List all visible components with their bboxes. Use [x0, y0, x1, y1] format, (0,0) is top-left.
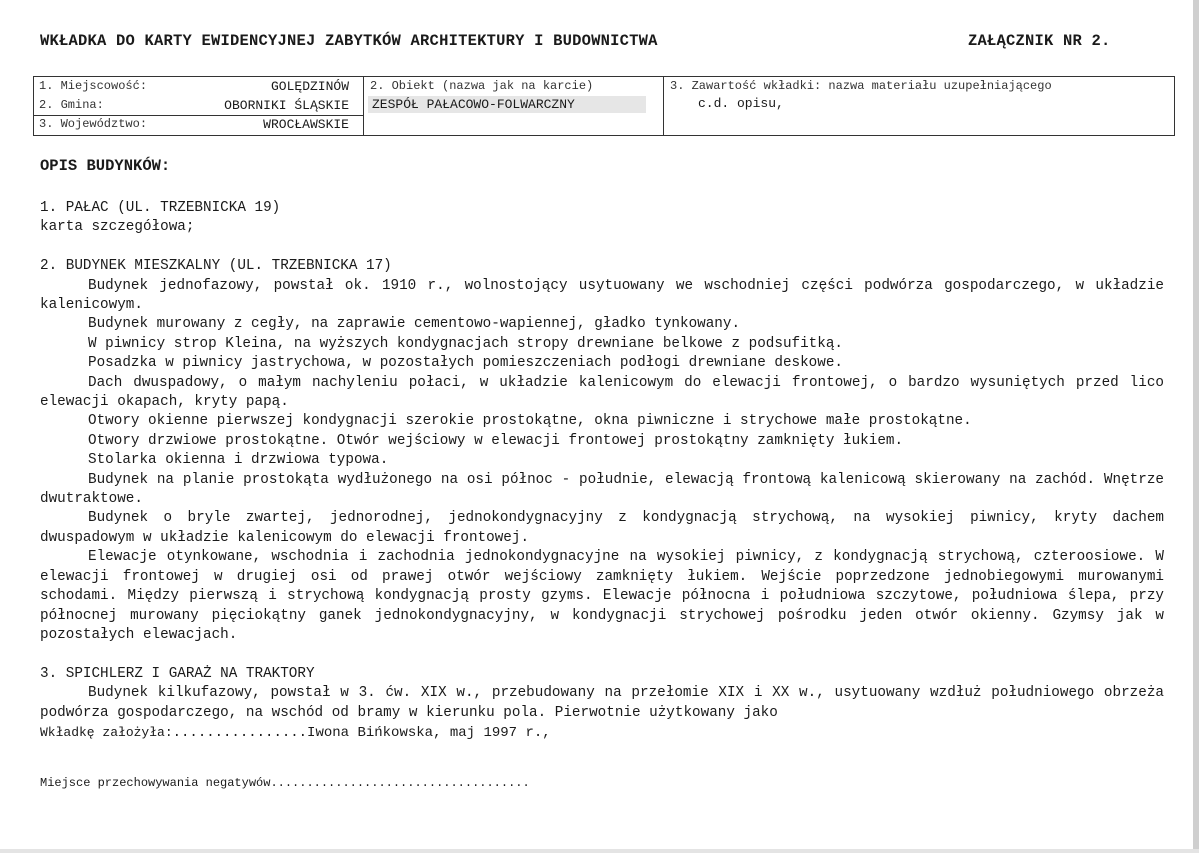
author-label: Wkładkę założyła: [40, 724, 173, 740]
paragraph: W piwnicy strop Kleina, na wyższych kondygnacjach stropy drewniane belkowe z podsufitką. [88, 335, 843, 352]
building-1 [40, 199, 1164, 238]
paragraph: Otwory okienne pierwszej kondygnacji szerokie prostokątne, okna piwniczne i strychowe małe prostokątne. [88, 413, 972, 430]
section-title: OPIS BUDYNKÓW: [40, 157, 171, 175]
paragraph: Budynek murowany z cegły, na zaprawie cementowo-wapiennej, gładko tynkowany. [88, 316, 741, 333]
voivodeship-value: WROCŁAWSKIE [263, 117, 349, 132]
author-value: Iwona Bińkowska, maj 1997 r., [307, 724, 551, 741]
voivodeship-row [34, 115, 363, 134]
building-3 [40, 665, 1164, 723]
paragraph: Elewacje otynkowane, wschodnia i zachodnia jednokondygnacyjne na wysokiej piwnicy, z kondygnacją strychową, czteroosiowe. W elewacji frontowej w drugiej osi od prawej otwór wejściowy zamknięty łukiem. Wejście poprzedzone jednobiegowymi murowanymi schodami. Między pierwszą i strychową kondygnacją prosty gzyms. Elewacje północna i południowa szczytowe, południowa ślepa, przy północnej murowany pięciokątny ganek jednokondygnacyjny, w kondygnacji strychowej pośrodku jeden otwór okienny. Gzymsy jak w pozostałych elewacjach. [40, 549, 1164, 643]
object-label: 2. Obiekt (nazwa jak na karcie) [370, 79, 594, 93]
commune-value: OBORNIKI ŚLĄSKIE [224, 98, 349, 113]
locality-row [34, 77, 363, 96]
building-heading: 2. BUDYNEK MIESZKALNY (UL. TRZEBNICKA 17) [40, 258, 392, 275]
author-dots: ................ [172, 724, 308, 741]
commune-row [34, 96, 363, 115]
buildings-description [40, 199, 1164, 743]
contents-value: c.d. opisu, [698, 96, 784, 111]
commune-label: 2. Gmina: [39, 98, 104, 112]
locality-label: 1. Miejscowość: [39, 79, 148, 93]
author-line [40, 723, 1164, 743]
paragraph: Budynek kilkufazowy, powstał w 3. ćw. XIX w., przebudowany na przełomie XIX i XX w., usytuowany wzdłuż południowego obrzeża podwórza gospodarczego, na wschód od bramy w kierunku pola. Pierwotnie użytkowany jako [40, 685, 1164, 721]
negatives-dots: .................................... [270, 776, 530, 790]
building-line: karta szczegółowa; [40, 219, 195, 236]
spacer [40, 238, 1164, 257]
paragraph: Budynek jednofazowy, powstał ok. 1910 r., wolnostojący usytuowany we wschodniej części podwórza gospodarczego, w układzie kalenicowym. [40, 277, 1164, 314]
paragraph: Dach dwuspadowy, o małym nachyleniu połaci, w układzie kalenicowym do elewacji frontowej, o bardzo wysuniętych przed lico elewacji okapach, kryty papą. [40, 374, 1164, 411]
paragraph: Budynek na planie prostokąta wydłużonego na osi północ - południe, elewacją frontową kalenicową skierowany na zachód. Wnętrze dwutraktowe. [40, 471, 1164, 508]
locality-value: GOLĘDZINÓW [270, 79, 349, 94]
spacer [40, 645, 1164, 664]
scan-edge-right [1193, 0, 1199, 853]
contents-column [664, 77, 1174, 135]
document-title: WKŁADKA DO KARTY EWIDENCYJNEJ ZABYTKÓW ARCHITEKTURY I BUDOWNICTWA [40, 32, 658, 50]
object-column [364, 77, 664, 135]
building-2 [40, 257, 1164, 645]
negatives-location [40, 776, 530, 790]
building-heading: 3. SPICHLERZ I GARAŻ NA TRAKTORY [40, 665, 315, 682]
object-value: ZESPÓŁ PAŁACOWO-FOLWARCZNY [368, 96, 646, 113]
paragraph: Stolarka okienna i drzwiowa typowa. [88, 452, 389, 469]
building-heading: 1. PAŁAC (UL. TRZEBNICKA 19) [40, 200, 281, 216]
contents-label: 3. Zawartość wkładki: nazwa materiału uzupełniającego [670, 79, 1052, 93]
voivodeship-label: 3. Województwo: [39, 117, 148, 131]
info-box [33, 76, 1175, 136]
annex-number: ZAŁĄCZNIK NR 2. [968, 32, 1111, 50]
location-column [34, 77, 364, 135]
negatives-label: Miejsce przechowywania negatywów [40, 776, 271, 790]
scan-edge-bottom [0, 849, 1199, 853]
paragraph: Otwory drzwiowe prostokątne. Otwór wejściowy w elewacji frontowej prostokątny zamknięty łukiem. [88, 432, 904, 449]
paragraph: Budynek o bryle zwartej, jednorodnej, jednokondygnacyjny z kondygnacją strychową, na wysokiej piwnicy, kryty dachem dwuspadowym w układzie kalenicowym do elewacji frontowej. [40, 510, 1164, 546]
paragraph: Posadzka w piwnicy jastrychowa, w pozostałych pomieszczeniach podłogi drewniane deskowe. [88, 355, 843, 372]
